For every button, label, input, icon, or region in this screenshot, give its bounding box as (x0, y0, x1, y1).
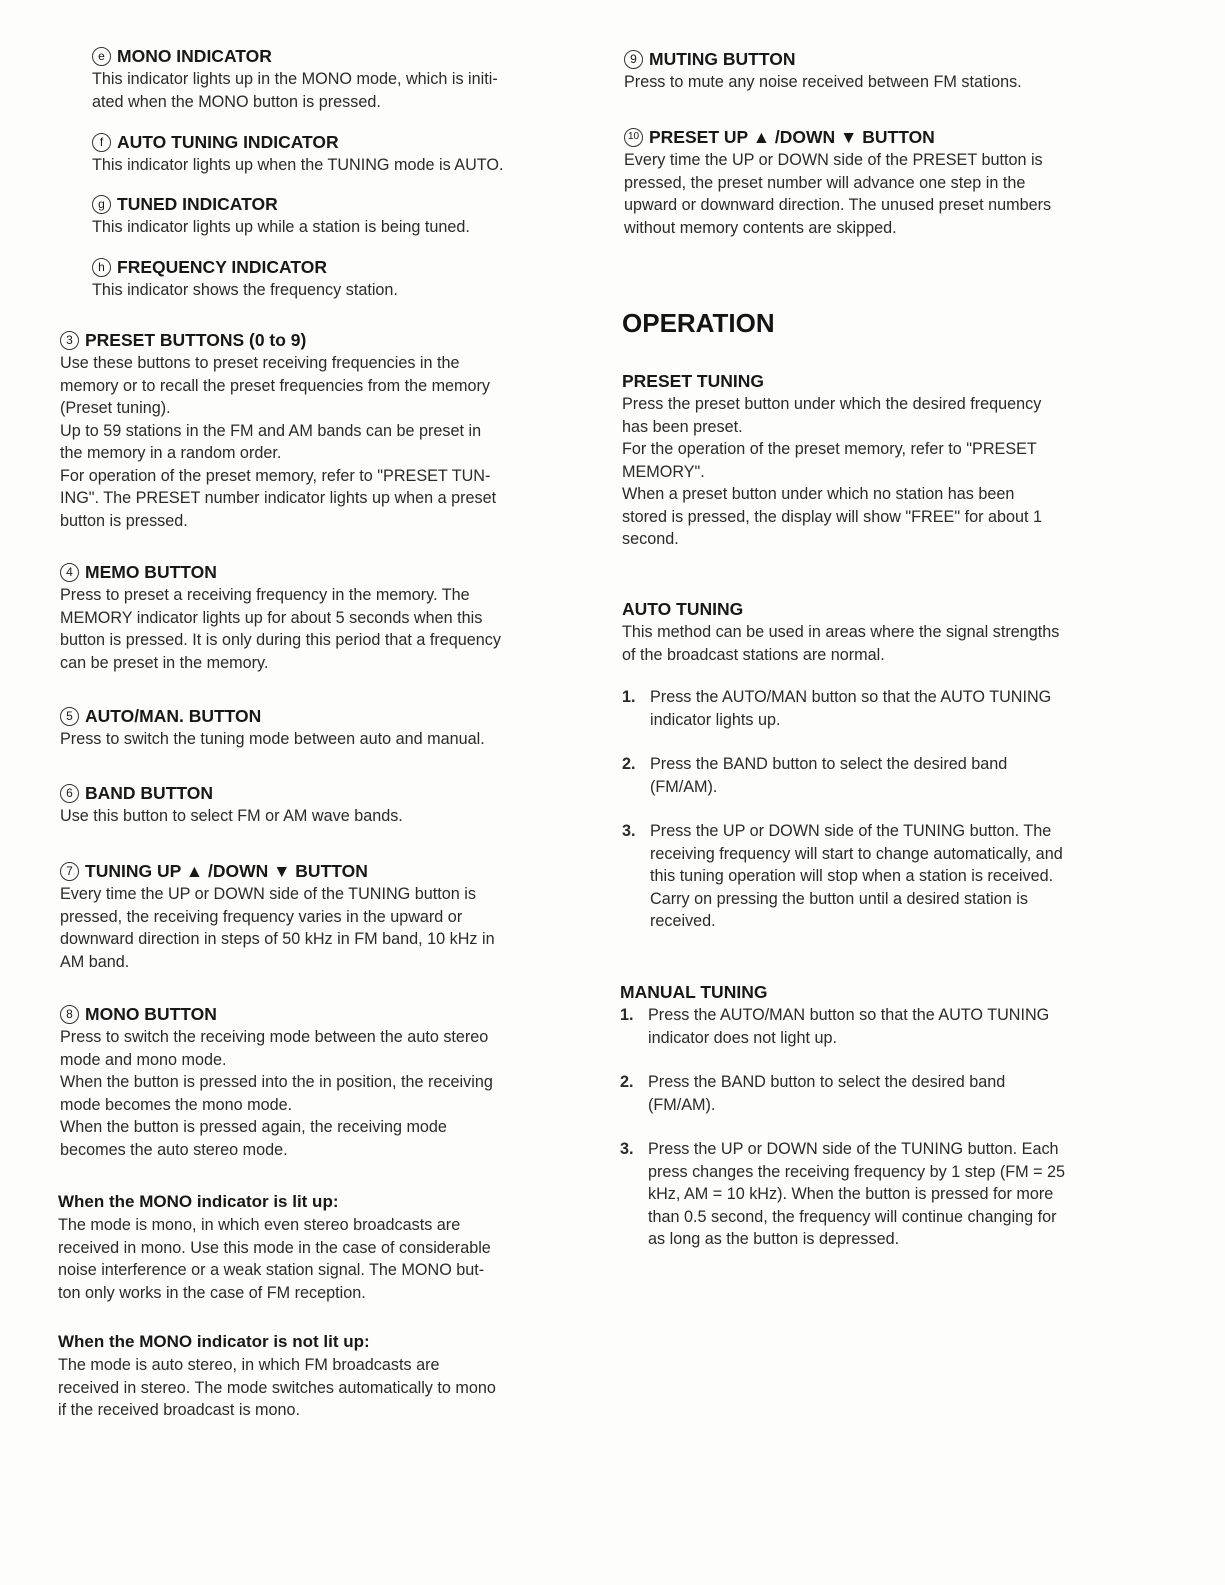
circled-marker: 8 (60, 1005, 79, 1024)
section-auto-tuning-indicator (92, 130, 565, 177)
section-body: Press to mute any noise received between FM stations. (624, 73, 1022, 91)
circled-marker: 7 (60, 862, 79, 881)
section-body: Every time the UP or DOWN side of the TUNING button is pressed, the receiving frequency varies in the upward or downward direction in steps of 50 kHz in FM band, 10 kHz in AM band. (60, 885, 495, 971)
section-heading: 3 PRESET BUTTONS (0 to 9) (60, 328, 565, 352)
section-body: Every time the UP or DOWN side of the PRESET button is pressed, the preset number will advance one step in the upward or downward direction. The unused preset numbers without memory contents are skipped. (624, 151, 1052, 237)
section-body: This indicator lights up in the MONO mode, which is initi- ated when the MONO button is pressed. (92, 70, 498, 111)
section-body: Use this button to select FM or AM wave bands. (60, 807, 403, 825)
circled-marker: f (92, 133, 111, 152)
circled-marker: 3 (60, 331, 79, 350)
section-heading: f AUTO TUNING INDICATOR (92, 130, 565, 154)
section-mono-lit (58, 1190, 565, 1304)
section-body: The mode is auto stereo, in which FM broadcasts are received in stereo. The mode switches automatically to mono if the received broadcast is mono. (58, 1356, 496, 1419)
manual-step-1: 1. Press the AUTO/MAN button so that the AUTO TUNING indicator does not light up. (620, 1006, 1050, 1047)
manual-step-3: 3. Press the UP or DOWN side of the TUNING button. Each press changes the receiving frequency by 1 step (FM = 25 kHz, AM = 10 kHz). When the button is pressed for more than 0.5 second, the frequency will continue changing for as long as the button is depressed. (620, 1140, 1066, 1248)
section-preset-tuning (622, 369, 1127, 551)
circled-marker: g (92, 195, 111, 214)
circled-marker: 5 (60, 707, 79, 726)
auto-step-1: 1. Press the AUTO/MAN button so that the AUTO TUNING indicator lights up. (622, 688, 1052, 729)
section-heading: 5 AUTO/MAN. BUTTON (60, 704, 565, 728)
section-heading: h FREQUENCY INDICATOR (92, 255, 565, 279)
section-tuning-up-down-button (60, 859, 565, 973)
circled-marker: 9 (624, 50, 643, 69)
section-heading: 10 PRESET UP ▲ /DOWN ▼ BUTTON (624, 125, 1127, 149)
auto-step-3: 3. Press the UP or DOWN side of the TUNING button. The receiving frequency will start to change automatically, and this tuning operation will stop when a station is received. Carry on pressing the button until a desired station is received. (622, 822, 1063, 930)
section-heading: 9 MUTING BUTTON (624, 47, 1127, 71)
circled-marker: e (92, 47, 111, 66)
section-heading: MANUAL TUNING (620, 981, 768, 1002)
section-heading: When the MONO indicator is lit up: (58, 1192, 339, 1211)
section-heading: 4 MEMO BUTTON (60, 560, 565, 584)
section-heading: AUTO TUNING (622, 598, 744, 619)
section-body: Press the preset button under which the desired frequency has been preset. For the operation of the preset memory, refer to "PRESET MEMORY". When a preset button under which no station has been stored is pressed, the display will show "FREE" for about 1 second. (622, 395, 1042, 548)
section-heading: PRESET TUNING (622, 370, 764, 391)
circled-marker: 10 (624, 128, 643, 147)
section-mono-not-lit (58, 1330, 565, 1422)
section-mono-indicator (92, 44, 565, 113)
operation-heading: OPERATION (622, 308, 775, 338)
section-heading: 7 TUNING UP ▲ /DOWN ▼ BUTTON (60, 859, 565, 883)
section-mono-button (60, 1002, 565, 1161)
section-heading: 6 BAND BUTTON (60, 781, 565, 805)
section-body: The mode is mono, in which even stereo broadcasts are received in mono. Use this mode in the case of considerable noise interference or a weak station signal. The MONO but- ton only works in the case of FM reception. (58, 1216, 491, 1302)
section-heading: 8 MONO BUTTON (60, 1002, 565, 1026)
section-body: This indicator lights up when the TUNING mode is AUTO. (92, 156, 504, 174)
circled-marker: 6 (60, 784, 79, 803)
section-auto-tuning (622, 597, 1127, 933)
section-heading: g TUNED INDICATOR (92, 192, 565, 216)
circled-marker: h (92, 258, 111, 277)
section-body: Use these buttons to preset receiving frequencies in the memory or to recall the preset frequencies from the memory (Preset tuning). Up to 59 stations in the FM and AM bands can be preset in the memory in a random order. For operation of the preset memory, refer to "PRESET TUN- ING". The PRESET number indicator lights up when a preset button is pressed. (60, 354, 497, 530)
section-body: Press to switch the receiving mode between the auto stereo mode and mono mode. When the button is pressed into the in position, the receiving mode becomes the mono mode. When the button is pressed again, the receiving mode becomes the auto stereo mode. (60, 1028, 493, 1159)
section-body: Press to preset a receiving frequency in the memory. The MEMORY indicator lights up for about 5 seconds when this button is pressed. It is only during this period that a frequency can be preset in the memory. (60, 586, 501, 672)
section-preset-buttons (60, 328, 565, 532)
section-heading: When the MONO indicator is not lit up: (58, 1332, 370, 1351)
section-preset-up-down-button (624, 125, 1127, 239)
section-muting-button (624, 47, 1127, 94)
section-band-button (60, 781, 565, 828)
manual-step-2: 2. Press the BAND button to select the desired band (FM/AM). (620, 1073, 1006, 1114)
auto-step-2: 2. Press the BAND button to select the desired band (FM/AM). (622, 755, 1008, 796)
section-body: This indicator shows the frequency station. (92, 281, 398, 299)
section-tuned-indicator (92, 192, 565, 239)
section-body: Press to switch the tuning mode between auto and manual. (60, 730, 485, 748)
section-memo-button (60, 560, 565, 674)
section-body: This indicator lights up while a station is being tuned. (92, 218, 470, 236)
section-heading: e MONO INDICATOR (92, 44, 565, 68)
section-manual-tuning (620, 980, 1127, 1251)
section-auto-man-button (60, 704, 565, 751)
circled-marker: 4 (60, 563, 79, 582)
section-frequency-indicator (92, 255, 565, 302)
section-body: This method can be used in areas where the signal strengths of the broadcast stations are normal. (622, 623, 1060, 664)
